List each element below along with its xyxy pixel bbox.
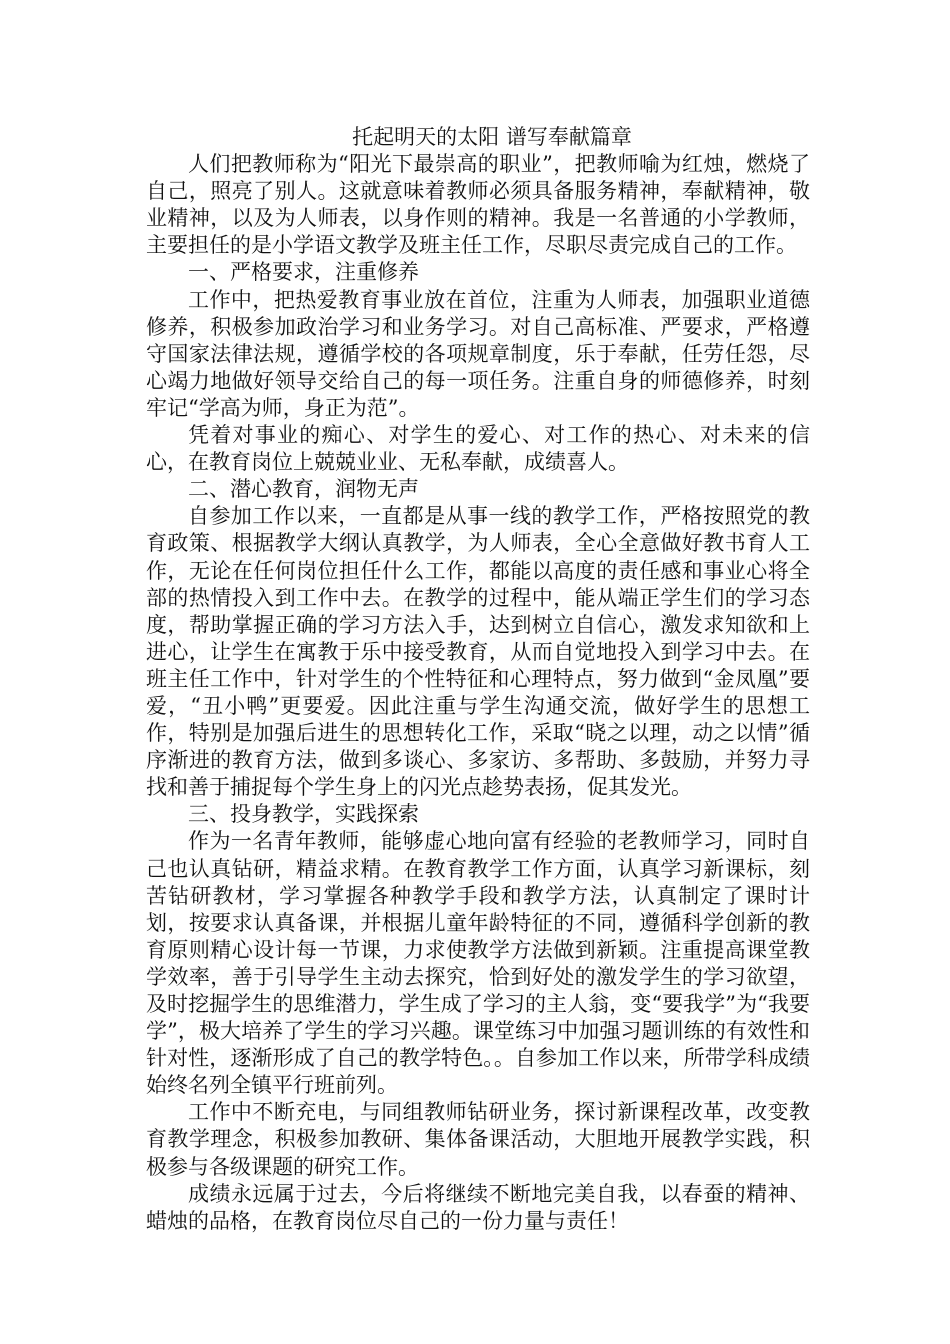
section-2-paragraph-1: 自参加工作以来，一直都是从事一线的教学工作，严格按照党的教育政策、根据教学大纲认真教学，为人师表，全心全意做好教书育人工作，无论在任何岗位担任什么工作，都能以高度的责任感和事业心将全部的热情投入到工作中去。在教学的过程中，能从端正学生们的学习态度，帮助掌握正确的学习方法入手，达到树立自信心，激发求知欲和上进心，让学生在寓教于乐中接受教育，从而自觉地投入到学习中去。在班主任工作中，针对学生的个性特征和心理特点，努力做到“金凤凰”要爱，“丑小鸭”更要爱。因此注重与学生沟通交流，做好学生的思想工作，特别是加强后进生的思想转化工作，采取“晓之以理，动之以情”循序渐进的教育方法，做到多谈心、多家访、多帮助、多鼓励，并努力寻找和善于捕捉每个学生身上的闪光点趁势表扬，促其发光。 bbox=[146, 504, 810, 800]
section-3-paragraph-1: 作为一名青年教师，能够虚心地向富有经验的老教师学习，同时自己也认真钻研，精益求精。在教育教学工作方面，认真学习新课标，刻苦钻研教材，学习掌握各种教学手段和教学方法，认真制定了课时计划，按要求认真备课，并根据儿童年龄特征的不同，遵循科学创新的教育原则精心设计每一节课，力求使教学方法做到新颖。注重提高课堂教学效率，善于引导学生主动去探究，恰到好处的激发学生的学习欲望，及时挖掘学生的思维潜力，学生成了学习的主人翁，变“要我学”为“我要学”，极大培养了学生的学习兴趣。课堂练习中加强习题训练的有效性和针对性，逐渐形成了自己的教学特色。。自参加工作以来，所带学科成绩始终名列全镇平行班前列。 bbox=[146, 829, 810, 1098]
intro-paragraph: 人们把教师称为“阳光下最崇高的职业”，把教师喻为红烛，燃烧了自己，照亮了别人。这就意味着教师必须具备服务精神，奉献精神，敬业精神，以及为人师表，以身作则的精神。我是一名普通的小学教师，主要担任的是小学语文教学及班主任工作，尽职尽责完成自己的工作。 bbox=[146, 152, 810, 258]
section-1-paragraph-2: 凭着对事业的痴心、对学生的爱心、对工作的热心、对未来的信心，在教育岗位上兢兢业业、无私奉献，成绩喜人。 bbox=[146, 423, 810, 475]
section-3-paragraph-3: 成绩永远属于过去，今后将继续不断地完美自我，以春蚕的精神、蜡烛的品格，在教育岗位尽自己的一份力量与责任！ bbox=[146, 1181, 810, 1233]
section-3-heading: 三、投身教学，实践探索 bbox=[188, 802, 419, 827]
section-1-heading: 一、严格要求，注重修养 bbox=[188, 260, 419, 285]
document-page bbox=[146, 124, 810, 1235]
document-title: 托起明天的太阳 谱写奉献篇章 bbox=[352, 125, 632, 149]
section-2-heading: 二、潜心教育，润物无声 bbox=[188, 477, 419, 502]
section-1-paragraph-1: 工作中，把热爱教育事业放在首位，注重为人师表，加强职业道德修养，积极参加政治学习和业务学习。对自己高标准、严要求，严格遵守国家法律法规，遵循学校的各项规章制度，乐于奉献，任劳任怨，尽心竭力地做好领导交给自己的每一项任务。注重自身的师德修养，时刻牢记“学高为师，身正为范”。 bbox=[146, 287, 810, 420]
section-3-paragraph-2: 工作中不断充电，与同组教师钻研业务，探讨新课程改革，改变教育教学理念，积极参加教研、集体备课活动，大胆地开展教学实践，积极参与各级课题的研究工作。 bbox=[146, 1100, 810, 1179]
